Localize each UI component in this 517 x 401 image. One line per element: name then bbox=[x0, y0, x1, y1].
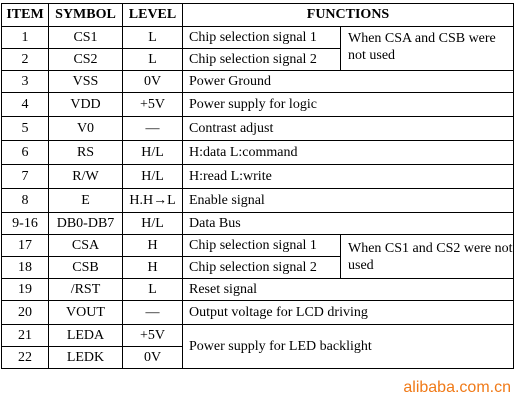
table-row bbox=[2, 325, 514, 347]
function-cell: Power supply for logic bbox=[183, 93, 514, 117]
table-row bbox=[2, 93, 514, 117]
level-cell: +5V bbox=[123, 325, 183, 347]
symbol-cell: V0 bbox=[49, 117, 123, 141]
symbol-cell: RS bbox=[49, 141, 123, 165]
function-cell: Chip selection signal 1 bbox=[183, 27, 341, 49]
level-cell: +5V bbox=[123, 93, 183, 117]
level-cell: L bbox=[123, 49, 183, 71]
table-row bbox=[2, 235, 514, 257]
level-cell: H/L bbox=[123, 141, 183, 165]
symbol-cell: E bbox=[49, 189, 123, 213]
item-cell: 17 bbox=[2, 235, 49, 257]
symbol-cell: R/W bbox=[49, 165, 123, 189]
level-cell: H.H→L bbox=[123, 189, 183, 213]
symbol-cell: CS1 bbox=[49, 27, 123, 49]
level-cell: — bbox=[123, 301, 183, 325]
item-cell: 8 bbox=[2, 189, 49, 213]
level-cell: H/L bbox=[123, 213, 183, 235]
header-item: ITEM bbox=[2, 4, 49, 27]
table-row bbox=[2, 301, 514, 325]
function-cell: Enable signal bbox=[183, 189, 514, 213]
item-cell: 20 bbox=[2, 301, 49, 325]
function-cell: Chip selection signal 2 bbox=[183, 257, 341, 279]
level-cell: H/L bbox=[123, 165, 183, 189]
level-cell: H bbox=[123, 257, 183, 279]
header-level: LEVEL bbox=[123, 4, 183, 27]
item-cell: 2 bbox=[2, 49, 49, 71]
cs-note-cell: When CSA and CSB were not used bbox=[341, 27, 514, 71]
function-cell: Chip selection signal 2 bbox=[183, 49, 341, 71]
item-cell: 21 bbox=[2, 325, 49, 347]
function-cell-backlight: Power supply for LED backlight bbox=[183, 325, 514, 369]
item-cell: 7 bbox=[2, 165, 49, 189]
table-row bbox=[2, 71, 514, 93]
level-cell: L bbox=[123, 27, 183, 49]
level-cell: L bbox=[123, 279, 183, 301]
function-cell: Power Ground bbox=[183, 71, 514, 93]
header-symbol: SYMBOL bbox=[49, 4, 123, 27]
symbol-cell: VDD bbox=[49, 93, 123, 117]
table-row bbox=[2, 165, 514, 189]
item-cell: 18 bbox=[2, 257, 49, 279]
table-row bbox=[2, 141, 514, 165]
symbol-cell: VOUT bbox=[49, 301, 123, 325]
function-cell: H:data L:command bbox=[183, 141, 514, 165]
table-row bbox=[2, 189, 514, 213]
symbol-cell: LEDA bbox=[49, 325, 123, 347]
level-cell: 0V bbox=[123, 347, 183, 369]
symbol-cell: CS2 bbox=[49, 49, 123, 71]
watermark-text: alibaba.com.cn bbox=[403, 379, 511, 396]
item-cell: 1 bbox=[2, 27, 49, 49]
symbol-cell: VSS bbox=[49, 71, 123, 93]
symbol-cell: LEDK bbox=[49, 347, 123, 369]
item-cell: 22 bbox=[2, 347, 49, 369]
table-row bbox=[2, 279, 514, 301]
header-functions: FUNCTIONS bbox=[183, 4, 514, 27]
function-cell: Chip selection signal 1 bbox=[183, 235, 341, 257]
item-cell: 9-16 bbox=[2, 213, 49, 235]
table-row bbox=[2, 213, 514, 235]
function-cell: Data Bus bbox=[183, 213, 514, 235]
item-cell: 4 bbox=[2, 93, 49, 117]
item-cell: 6 bbox=[2, 141, 49, 165]
pin-function-table bbox=[1, 3, 514, 369]
level-cell: 0V bbox=[123, 71, 183, 93]
table-row bbox=[2, 27, 514, 49]
level-cell: — bbox=[123, 117, 183, 141]
symbol-cell: /RST bbox=[49, 279, 123, 301]
item-cell: 3 bbox=[2, 71, 49, 93]
item-cell: 19 bbox=[2, 279, 49, 301]
header-row bbox=[2, 4, 514, 27]
symbol-cell: CSB bbox=[49, 257, 123, 279]
level-cell: H bbox=[123, 235, 183, 257]
table-row bbox=[2, 117, 514, 141]
csab-note-cell: When CS1 and CS2 were not used bbox=[341, 235, 514, 279]
function-cell: H:read L:write bbox=[183, 165, 514, 189]
function-cell: Reset signal bbox=[183, 279, 514, 301]
function-cell: Output voltage for LCD driving bbox=[183, 301, 514, 325]
symbol-cell: CSA bbox=[49, 235, 123, 257]
function-cell: Contrast adjust bbox=[183, 117, 514, 141]
item-cell: 5 bbox=[2, 117, 49, 141]
symbol-cell: DB0-DB7 bbox=[49, 213, 123, 235]
